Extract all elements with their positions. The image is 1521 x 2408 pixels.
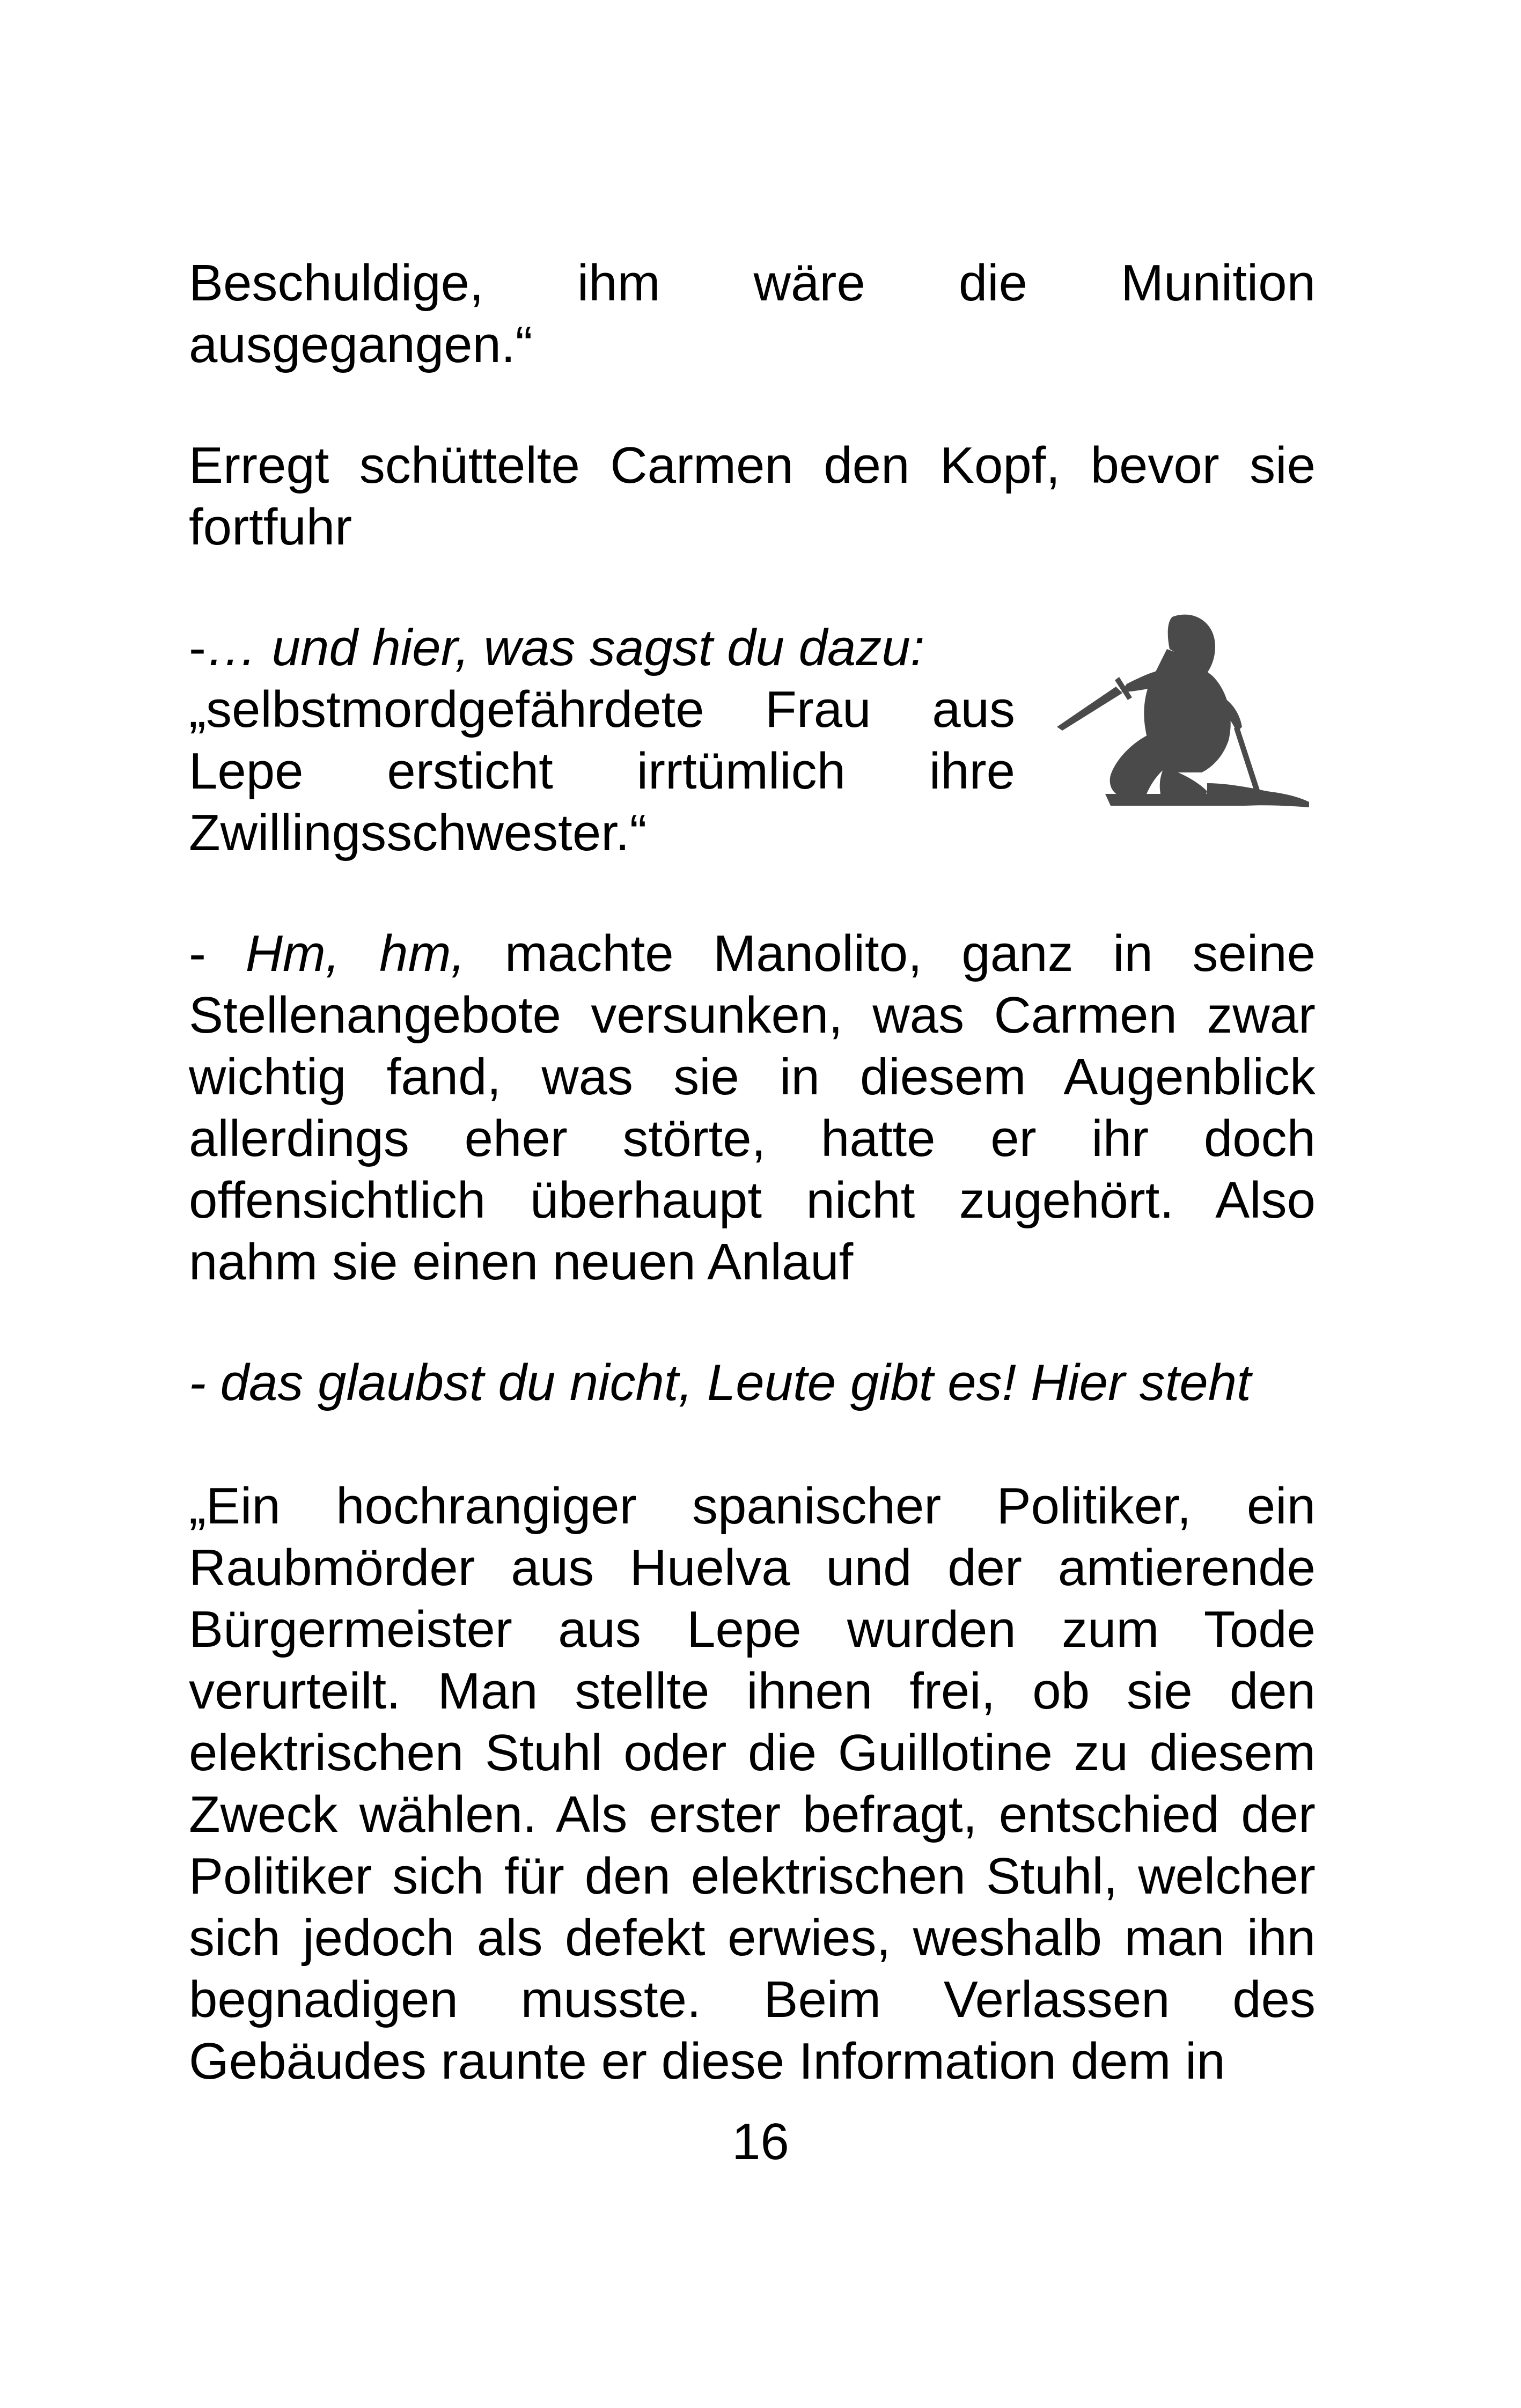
- paragraph-5-text: - das glaubst du nicht, Leute gibt es! Hier steht: [189, 1354, 1251, 1411]
- paragraph-4-italic: Hm, hm,: [245, 925, 466, 982]
- paragraph-6-text: „Ein hochrangiger spanischer Politiker, ein Raubmörder aus Huelva und der amtierende Bürgermeister aus Lepe wurden zum Tode verurteilt. Man stellte ihnen frei, ob sie den elektrischen Stuhl oder die Guillotine zu diesem Zweck wählen. Als erster befragt, entschied der Politiker sich für den elektrischen Stuhl, welcher sich jedoch als defekt erwies, weshalb man ihn begnadigen musste. Beim Verlassen des Gebäudes raunte er diese Information dem in: [189, 1477, 1316, 2090]
- paragraph-1-text: Beschuldige, ihm wäre die Munition ausgegangen.“: [189, 254, 1316, 373]
- paragraph-3-dash: -: [189, 619, 206, 676]
- paragraph-4-text: [189, 923, 1316, 1293]
- paragraph-2-text: Erregt schüttelte Carmen den Kopf, bevor sie fortfuhr: [189, 437, 1316, 556]
- paragraph-3-text: [189, 617, 1015, 864]
- paragraph-4: [189, 923, 1316, 1293]
- paragraph-1: [189, 252, 1316, 375]
- paragraph-3-quote: „selbstmordgefährdete Frau aus Lepe ersticht irrtümlich ihre Zwillingsschwester.“: [189, 681, 1015, 861]
- paragraph-4-rest: machte Manolito, ganz in seine Stellenangebote versunken, was Carmen zwar wichtig fand, was sie in diesem Augenblick allerdings eher störte, hatte er ihr doch offensichtlich überhaupt nicht zugehört. Also nahm sie einen neuen Anlauf: [189, 925, 1316, 1291]
- paragraph-3: [189, 617, 1015, 864]
- paragraph-2: [189, 435, 1316, 558]
- paragraph-5: [189, 1352, 1316, 1413]
- paragraph-6: [189, 1475, 1316, 2092]
- kneeling-figure-with-dagger-icon: [1052, 612, 1314, 815]
- paragraph-4-dash: -: [189, 925, 246, 982]
- page-number: 16: [732, 2113, 789, 2170]
- dagger-figure-illustration: [1052, 612, 1314, 815]
- paragraph-3-italic: … und hier, was sagst du dazu:: [205, 619, 925, 676]
